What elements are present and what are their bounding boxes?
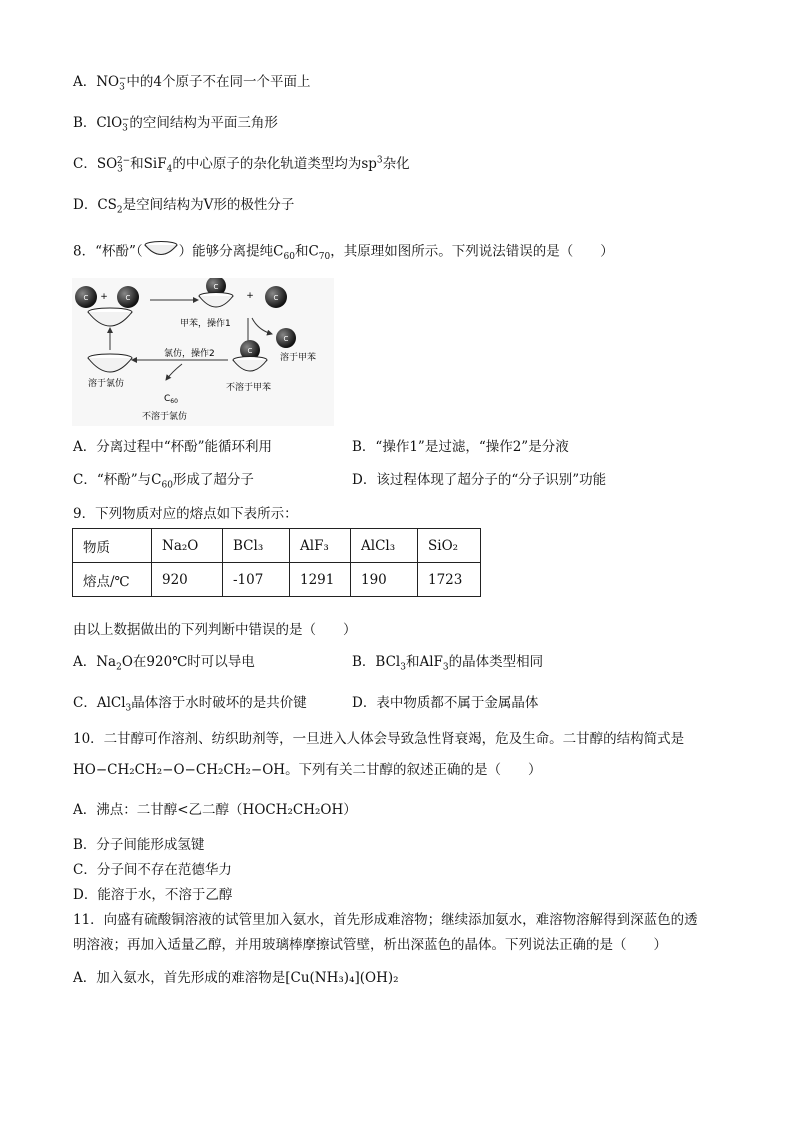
plus-sign: + [100, 292, 108, 302]
q9-question: 由以上数据做出的下列判断中错误的是（ ） [73, 622, 357, 638]
q8-stem: 8．“杯酚”（ ）能够分离提纯$C_{60}$和$C_{70}$，其原理如图所示。下列说法错误的是（ ） [73, 240, 614, 264]
bowl-not-dissolved [233, 340, 267, 371]
bowl-chloroform [88, 354, 132, 372]
q7-option-a: A．$NO_3^-$中的4个原子不在同一个平面上 [73, 73, 311, 93]
q11-option-a: A．加入氨水，首先形成的难溶物是[Cu(NH₃)₄](OH)₂ [73, 970, 399, 986]
q11-stem-line1: 11．向盛有硫酸铜溶液的试管里加入氨水，首先形成难溶物；继续添加氨水，难溶物溶解得到深蓝色的透 [73, 912, 698, 928]
svg-text:C: C [283, 335, 289, 343]
not-dissolve-toluene-label: 不溶于甲苯 [226, 383, 272, 393]
q7-option-d: D．$CS_2$是空间结构为V形的极性分子 [73, 197, 295, 216]
step2-label: 氯仿，操作2 [164, 349, 215, 359]
bowl-start [75, 286, 139, 326]
cup-phenol-icon [143, 240, 179, 264]
ball-c70-label: C [125, 294, 131, 302]
table-row: 熔点/℃ 920 -107 1291 190 1723 [73, 563, 481, 597]
q9-option-b: B．BCl$_3$和AlF$_3$的晶体类型相同 [352, 654, 544, 673]
q10-option-c: C．分子间不存在范德华力 [73, 862, 232, 878]
bowl-with-c60 [199, 278, 287, 308]
q8-option-c: C．“杯酚”与$C_{60}$形成了超分子 [73, 472, 254, 491]
not-dissolve-chloroform-label: 不溶于氯仿 [142, 412, 188, 422]
q10-stem-line1: 10．二甘醇可作溶剂、纺织助剂等，一旦进入人体会导致急性肾衰竭，危及生命。二甘醇的结构简式是 [73, 731, 685, 747]
q7-option-b: B．ClO$_3$−的空间结构为平面三角形 [73, 114, 278, 134]
separation-diagram [72, 278, 334, 426]
q7-option-c: C．$SO_3^{2-}$和SiF$_4$的中心原子的杂化轨道类型均为$sp^3$杂化 [73, 155, 410, 175]
q11-stem-line2: 明溶液；再加入适量乙醇，并用玻璃棒摩擦试管壁，析出深蓝色的晶体。下列说法正确的是（ ） [73, 937, 667, 953]
table-row: 物质 Na₂O BCl₃ AlF₃ AlCl₃ SiO₂ [73, 529, 481, 563]
dissolve-toluene-label: 溶于甲苯 [280, 353, 317, 363]
diethylene-glycol-formula: HO−CH₂CH₂−O−CH₂CH₂−OH [73, 762, 286, 778]
svg-text:C: C [273, 294, 279, 302]
svg-text:C: C [213, 283, 219, 291]
melting-point-table [72, 528, 481, 597]
q8-option-b: B．“操作1”是过滤，“操作2”是分液 [352, 439, 569, 455]
q8-option-d: D．该过程体现了超分子的“分子识别”功能 [352, 472, 607, 488]
dissolve-chloroform-label: 溶于氯仿 [88, 379, 125, 389]
step1-label: 甲苯，操作1 [180, 319, 231, 329]
c60-label: $C_{60}$ [164, 394, 178, 405]
q8-option-a: A．分离过程中“杯酚”能循环利用 [73, 439, 273, 455]
q10-option-a: A．沸点：二甘醇<乙二醇（HOCH₂CH₂OH） [73, 802, 357, 818]
q10-option-d: D．能溶于水，不溶于乙醇 [73, 887, 233, 903]
svg-text:+: + [246, 291, 254, 301]
q10-stem-line2: HO−CH₂CH₂−O−CH₂CH₂−OH。下列有关二甘醇的叙述正确的是（ ） [73, 762, 542, 778]
q9-option-c: C．AlCl$_3$晶体溶于水时破坏的是共价键 [73, 695, 307, 714]
svg-text:C: C [247, 347, 253, 355]
q9-option-d: D．表中物质都不属于金属晶体 [352, 695, 539, 711]
q9-stem: 9．下列物质对应的熔点如下表所示： [73, 506, 298, 522]
ball-c60-label: C [83, 294, 89, 302]
q9-option-a: A．$Na_2O$在920℃时可以导电 [73, 654, 255, 673]
q10-option-b: B．分子间能形成氢键 [73, 837, 205, 853]
